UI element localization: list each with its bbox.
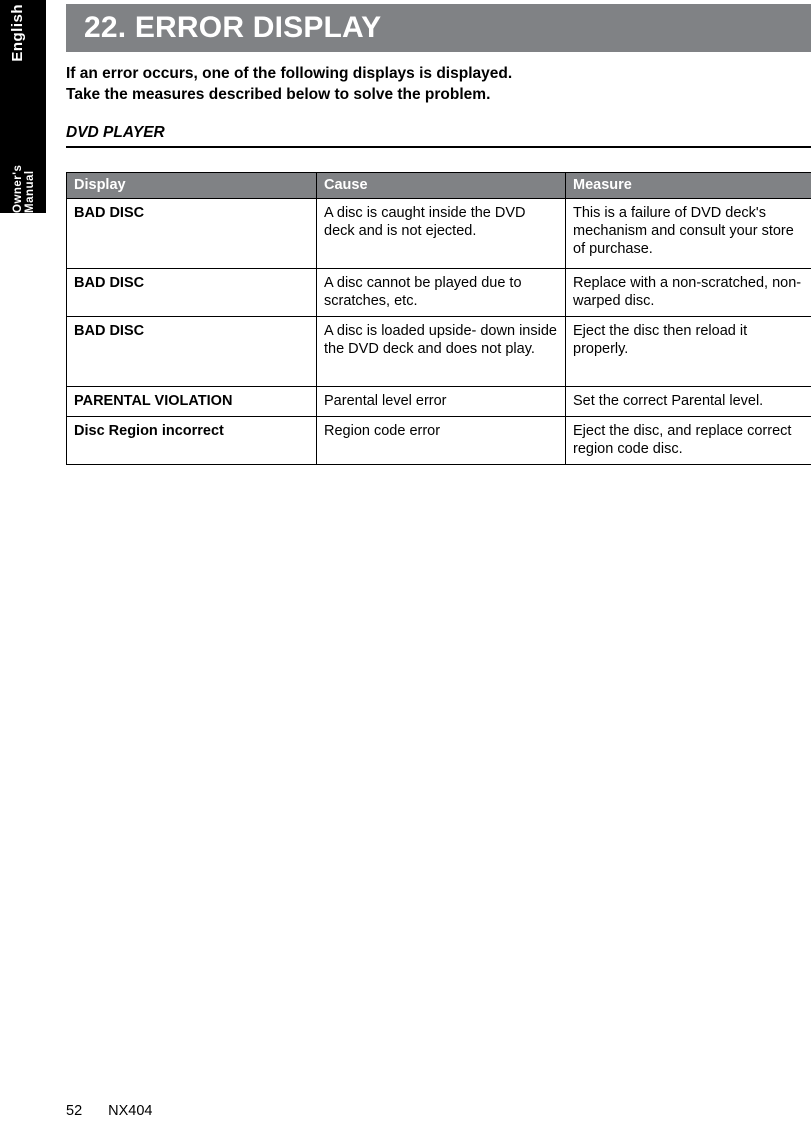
side-tab xyxy=(0,0,46,213)
cell-measure: Set the correct Parental level. xyxy=(566,387,811,417)
section-heading-text: DVD PLAYER xyxy=(66,124,165,141)
cell-measure: This is a failure of DVD deck's mechanism and consult your store of purchase. xyxy=(566,199,811,269)
table-row xyxy=(67,317,811,387)
section-heading xyxy=(66,124,811,144)
table-row xyxy=(67,199,811,269)
table-row xyxy=(67,417,811,465)
page-footer xyxy=(66,1103,152,1119)
column-header-cause: Cause xyxy=(317,173,566,199)
cell-cause: Parental level error xyxy=(317,387,566,417)
cell-cause: A disc cannot be played due to scratches, etc. xyxy=(317,269,566,317)
cell-cause: Region code error xyxy=(317,417,566,465)
cell-cause: A disc is loaded upside- down inside the DVD deck and does not play. xyxy=(317,317,566,387)
cell-measure: Replace with a non-scratched, non-warped disc. xyxy=(566,269,811,317)
table-row xyxy=(67,269,811,317)
cell-cause: A disc is caught inside the DVD deck and is not ejected. xyxy=(317,199,566,269)
page-number: 52 xyxy=(66,1103,83,1119)
cell-measure: Eject the disc, and replace correct region code disc. xyxy=(566,417,811,465)
cell-display: BAD DISC xyxy=(67,317,317,387)
error-table xyxy=(66,172,811,465)
column-header-measure: Measure xyxy=(566,173,811,199)
intro-line-1: If an error occurs, one of the following displays is displayed. xyxy=(66,65,513,82)
side-tab-manual-label: Owner's Manual xyxy=(12,164,36,213)
column-header-display: Display xyxy=(67,173,317,199)
intro-paragraph xyxy=(66,63,806,105)
cell-display: BAD DISC xyxy=(67,199,317,269)
cell-measure: Eject the disc then reload it properly. xyxy=(566,317,811,387)
table-row xyxy=(67,387,811,417)
model-name: NX404 xyxy=(108,1103,153,1119)
page-title-bar xyxy=(66,4,811,52)
cell-display: PARENTAL VIOLATION xyxy=(67,387,317,417)
intro-line-2: Take the measures described below to solve the problem. xyxy=(66,86,491,103)
page-title: 22. ERROR DISPLAY xyxy=(84,11,382,44)
cell-display: BAD DISC xyxy=(67,269,317,317)
side-tab-language: English xyxy=(9,4,26,62)
table-header-row xyxy=(67,173,811,199)
cell-display: Disc Region incorrect xyxy=(67,417,317,465)
section-divider xyxy=(66,146,811,148)
